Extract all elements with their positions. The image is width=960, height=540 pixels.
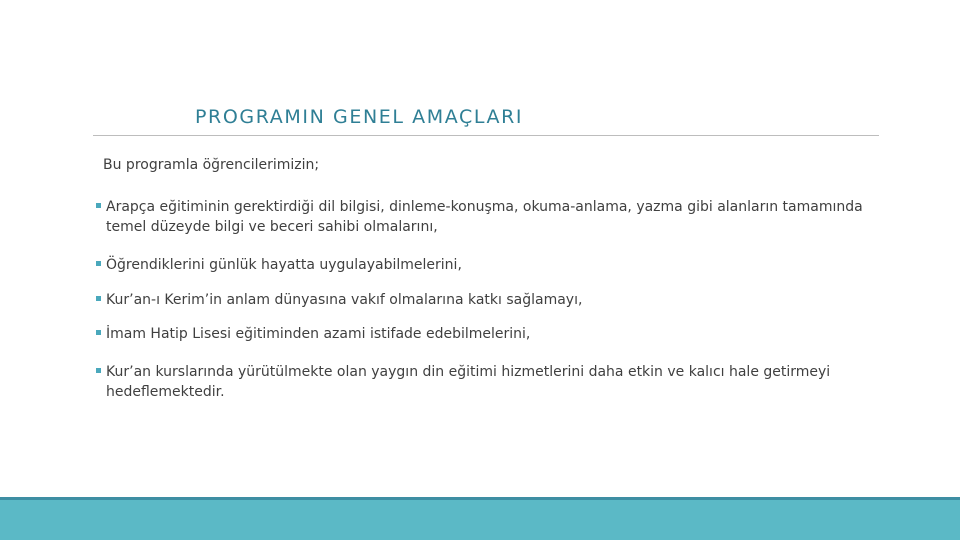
slide-title: PROGRAMIN GENEL AMAÇLARI <box>195 106 524 128</box>
intro-text: Bu programla öğrencilerimizin; <box>103 157 320 173</box>
bullet-text: Kur’an-ı Kerim’in anlam dünyasına vakıf olmalarına katkı sağlamayı, <box>106 292 583 308</box>
bullet-text: İmam Hatip Lisesi eğitiminden azami istifade edebilmelerini, <box>106 326 531 342</box>
square-bullet-icon <box>96 203 101 208</box>
title-divider <box>93 135 879 136</box>
square-bullet-icon <box>96 368 101 373</box>
bullet-item <box>96 324 896 344</box>
bullet-item <box>96 362 896 402</box>
bullet-item <box>96 197 896 237</box>
square-bullet-icon <box>96 330 101 335</box>
footer-band <box>0 500 960 540</box>
bullet-item <box>96 255 896 275</box>
bullet-text: Arapça eğitiminin gerektirdiği dil bilgisi, dinleme-konuşma, okuma-anlama, yazma gibi alanların tamamında temel düzeyde bilgi ve beceri sahibi olmalarını, <box>106 199 863 235</box>
bullet-text: Kur’an kurslarında yürütülmekte olan yaygın din eğitimi hizmetlerini daha etkin ve kalıcı hale getirmeyi hedeflemektedir. <box>106 364 831 400</box>
square-bullet-icon <box>96 296 101 301</box>
bullet-item <box>96 290 896 310</box>
square-bullet-icon <box>96 261 101 266</box>
bullet-text: Öğrendiklerini günlük hayatta uygulayabilmelerini, <box>106 257 462 273</box>
